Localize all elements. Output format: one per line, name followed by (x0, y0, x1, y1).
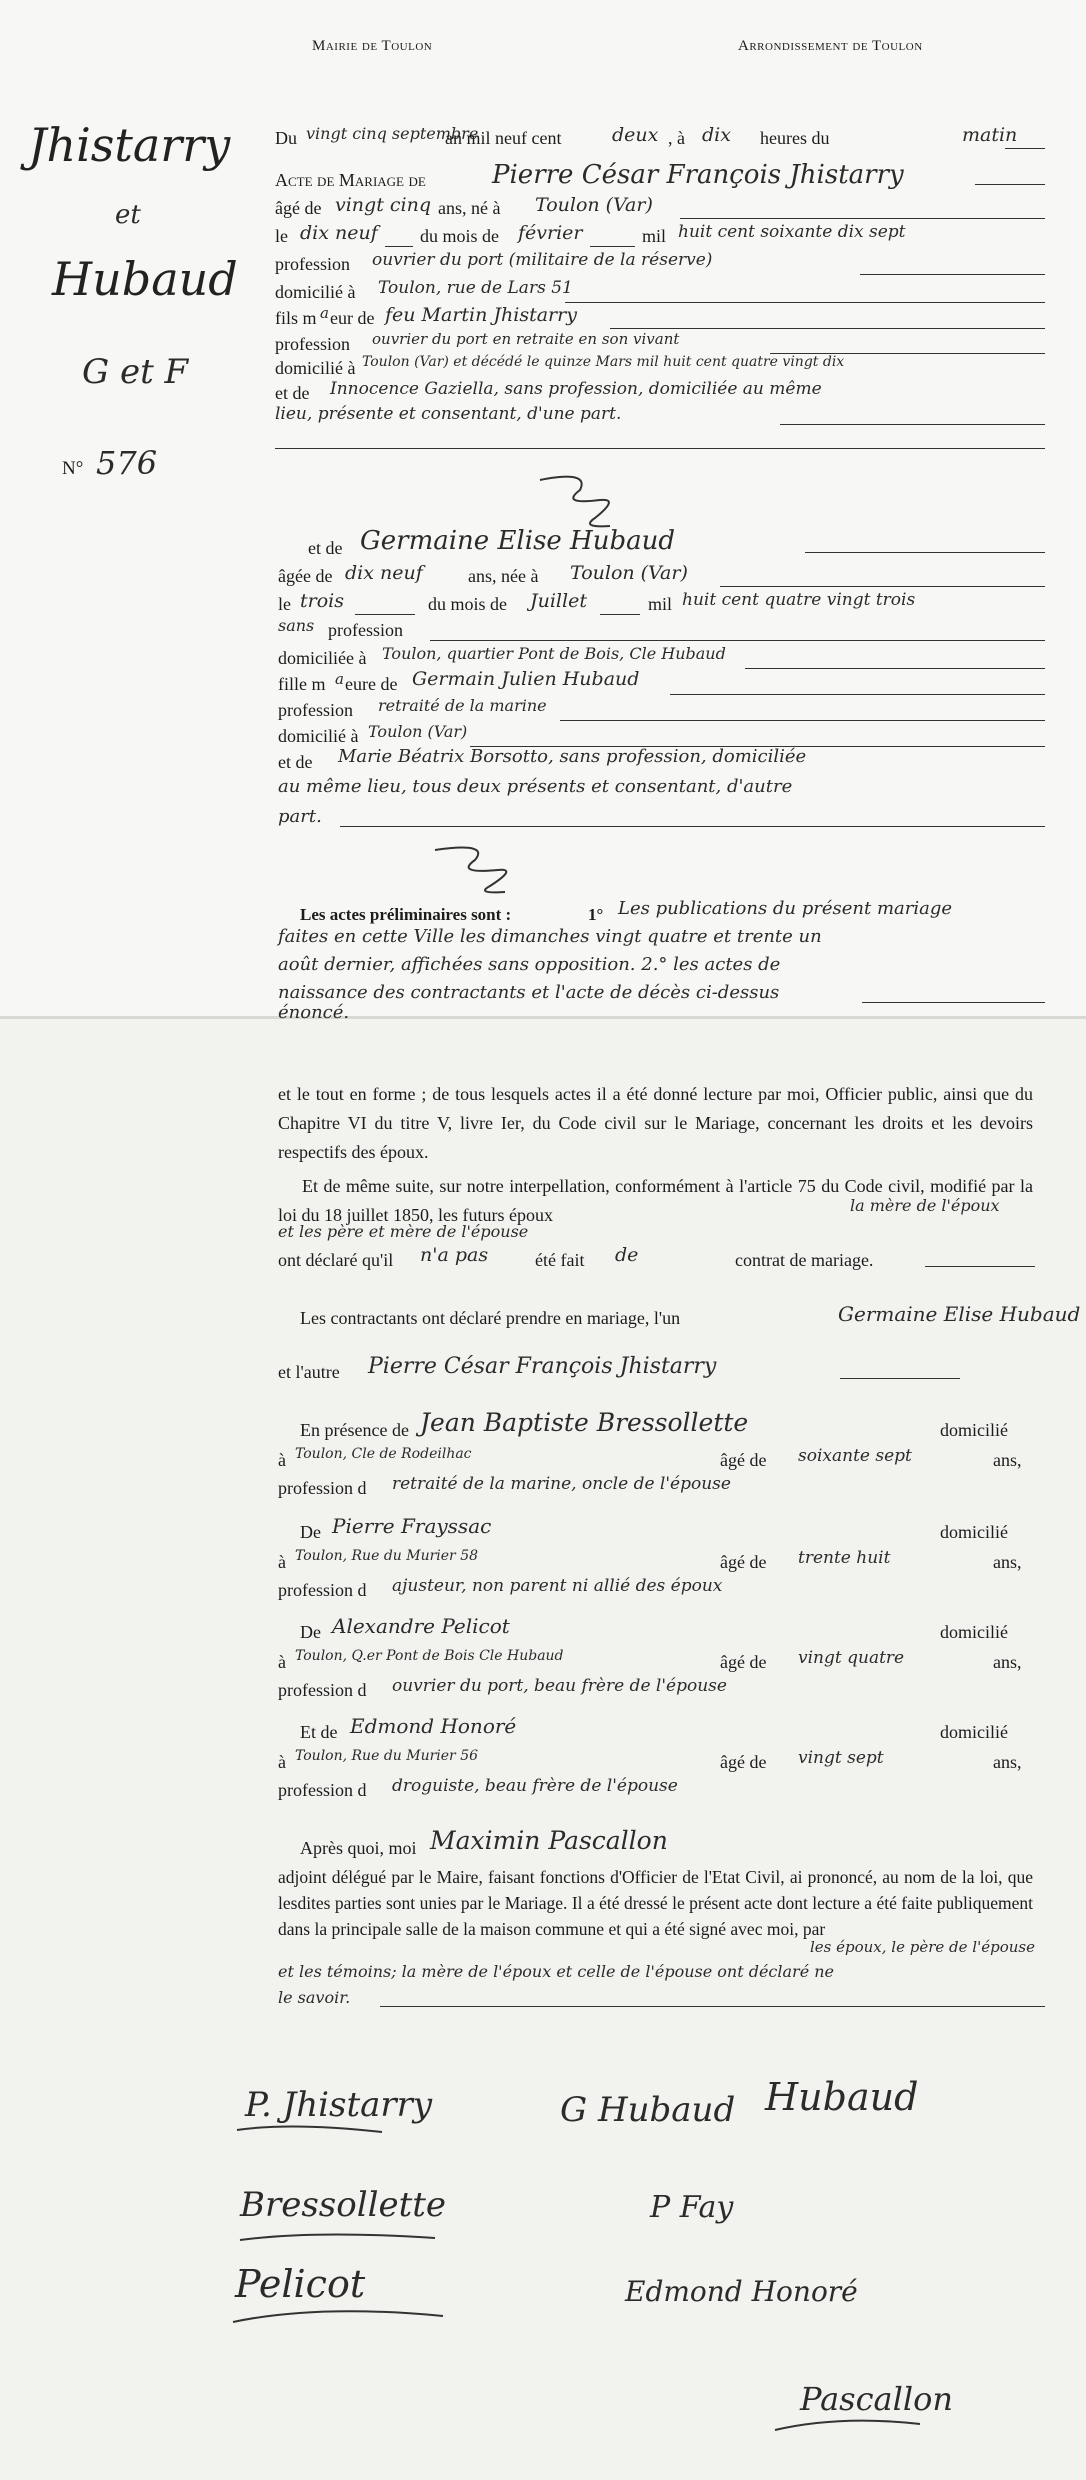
witness-ans: ans, (993, 1552, 1022, 1572)
rule (860, 274, 1045, 275)
contract-hand: n'a pas (420, 1244, 489, 1266)
groom-year: huit cent soixante dix sept (678, 222, 906, 242)
rule (560, 720, 1045, 721)
father-death: Toulon (Var) et décédé le quinze Mars mil huit cent quatre vingt dix (362, 354, 845, 370)
margin-bride-surname: Hubaud (52, 252, 238, 306)
witness-age-de: âgé de (720, 1752, 767, 1772)
text-et-de: et de (275, 383, 310, 403)
closing-hand-1: les époux, le père de l'épouse (810, 1938, 1035, 1956)
arrondissement-header: Arrondissement de Toulon (738, 38, 923, 54)
witness-ans: ans, (993, 1450, 1022, 1470)
witness-a: à (278, 1652, 286, 1672)
section-rule (275, 448, 1045, 449)
bride-father-dom-label: domicilié à (278, 726, 359, 746)
witness-domicilie: domicilié (940, 1622, 1008, 1642)
signature-bride-father: Hubaud (765, 2075, 919, 2119)
rule (680, 218, 1045, 219)
rule (355, 614, 415, 615)
witness-age: trente huit (798, 1548, 891, 1568)
text-a: , à (668, 128, 685, 148)
rule (600, 614, 640, 615)
signature-officer: Pascallon (800, 2380, 953, 2418)
text-le: le (275, 226, 288, 246)
witness-profession-label: profession d (278, 1580, 367, 1600)
groom-profession: ouvrier du port (militaire de la réserve) (372, 250, 713, 270)
preliminaires-label: Les actes préliminaires sont : (300, 905, 512, 924)
witness-ans: ans, (993, 1752, 1022, 1772)
bride-birthplace: Toulon (Var) (570, 562, 688, 584)
text-mois: du mois de (420, 226, 499, 246)
contract-hand-2: de (615, 1244, 639, 1266)
text-heures: heures du (760, 128, 830, 148)
take-pre: Les contractants ont déclaré prendre en mariage, l'un (300, 1308, 681, 1328)
bride-mother: Marie Béatrix Borsotto, sans profession, domiciliée (338, 746, 807, 767)
text-domicilie: domicilié à (275, 282, 356, 302)
signature-pelicot: Pelicot (235, 2262, 366, 2306)
signature-underline-2 (235, 2228, 445, 2252)
rule (610, 328, 1045, 329)
text-domicilie-father: domicilié à (275, 358, 356, 378)
witness-dom-place: Toulon, Cle de Rodeilhac (295, 1446, 472, 1462)
margin-conjunction: et (115, 200, 141, 230)
mairie-header: Mairie de Toulon (312, 38, 433, 54)
groom-father: feu Martin Jhistarry (385, 304, 577, 326)
witness-intro: De (300, 1522, 321, 1542)
rule (925, 1266, 1035, 1267)
text-profession: profession (275, 254, 350, 274)
text-fils: fils m (275, 308, 317, 328)
other-pre: et l'autre (278, 1362, 340, 1382)
p2-hand: la mère de l'époux (850, 1196, 1000, 1215)
bride-age-mid: ans, née à (468, 566, 539, 586)
witness-dom-place: Toulon, Rue du Murier 58 (295, 1548, 479, 1564)
bride-profession-prefix: sans (278, 616, 315, 635)
witness-profession-label: profession d (278, 1680, 367, 1700)
rule (975, 184, 1045, 185)
flourish-2 (420, 842, 540, 897)
closing-hand-3: le savoir. (278, 1988, 351, 2007)
bride-mother-2: au même lieu, tous deux présents et consentant, d'autre (278, 776, 793, 797)
signature-bressollette: Bressollette (240, 2185, 447, 2225)
bride-father: Germain Julien Hubaud (412, 668, 640, 690)
signature-honore: Edmond Honoré (625, 2275, 858, 2308)
witness-profession: ajusteur, non parent ni allié des époux (392, 1576, 723, 1596)
witness-age: soixante sept (798, 1446, 912, 1466)
rule (380, 2006, 1045, 2007)
groom-mother-2: lieu, présente et consentant, d'une part. (275, 404, 622, 424)
bride-daughter-a: a (335, 670, 344, 688)
acte-label: Acte de Mariage de (275, 170, 426, 190)
father-profession: ouvrier du port en retraite en son vivant (372, 330, 680, 348)
contract-pre: ont déclaré qu'il (278, 1250, 394, 1270)
witness-a: à (278, 1752, 286, 1772)
preliminaires-hand-2: faites en cette Ville les dimanches vingt quatre et trente un (278, 926, 822, 947)
bride-daughter-label-2: eure de (345, 674, 398, 694)
p2-hand-2: et les père et mère de l'épouse (278, 1222, 529, 1241)
rule (745, 668, 1045, 669)
other-hand: Pierre César François Jhistarry (368, 1354, 717, 1379)
bride-et-de: et de (308, 538, 343, 558)
witness-age-de: âgé de (720, 1552, 767, 1572)
bride-daughter-label: fille m (278, 674, 326, 694)
bride-month: Juillet (530, 590, 587, 612)
bride-et-de-mother: et de (278, 752, 313, 772)
groom-birthplace: Toulon (Var) (535, 194, 653, 216)
contract-post: contrat de mariage. (735, 1250, 874, 1270)
groom-day: dix neuf (300, 222, 378, 244)
margin-number-prefix: N° (62, 458, 84, 479)
rule (1005, 148, 1045, 149)
rule (385, 246, 413, 247)
witness-profession-label: profession d (278, 1780, 367, 1800)
rule (780, 424, 1045, 425)
bride-age-label: âgée de (278, 566, 333, 586)
rule (840, 1378, 960, 1379)
legal-paragraph-2: Et de même suite, sur notre interpellation, conformément à l'article 75 du Code civil, modifié par la loi du 18 juillet 1850, les futurs époux (278, 1176, 1033, 1225)
witness-profession: droguiste, beau frère de l'épouse (392, 1776, 678, 1796)
bride-name: Germaine Elise Hubaud (360, 526, 676, 556)
witness-domicilie: domicilié (940, 1420, 1008, 1440)
legal-paragraph-1: et le tout en forme ; de tous lesquels actes il a été donné lecture par moi, Officier public, ainsi que du Chapitre VI du titre V, livre Ier, du Code civil sur le Mariage, concernant les droits et les devoirs respectifs des époux. (278, 1084, 1033, 1162)
witness-age: vingt quatre (798, 1648, 905, 1668)
witness-name: Edmond Honoré (350, 1714, 517, 1738)
bride-year: huit cent quatre vingt trois (682, 590, 916, 610)
witness-ans: ans, (993, 1652, 1022, 1672)
witness-intro: Et de (300, 1722, 338, 1742)
bride-day: trois (300, 590, 344, 612)
signature-underline-3 (228, 2302, 448, 2332)
bride-father-domicile: Toulon (Var) (368, 722, 468, 741)
preliminaires-hand-1: Les publications du présent mariage (618, 898, 953, 919)
witness-dom-place: Toulon, Rue du Murier 56 (295, 1748, 479, 1764)
lower-sheet (0, 1018, 1086, 2480)
margin-groom-surname: Jhistarry (28, 118, 231, 172)
witness-profession: ouvrier du port, beau frère de l'épouse (392, 1676, 727, 1696)
witness-intro: En présence de (300, 1420, 409, 1440)
preliminaires-hand-5: énoncé. (278, 1002, 350, 1023)
text-fils-2: eur de (330, 308, 375, 328)
bride-father-prof-label: profession (278, 700, 353, 720)
bride-le: le (278, 594, 291, 614)
witness-name: Alexandre Pelicot (332, 1614, 510, 1638)
flourish-1 (520, 470, 640, 530)
bride-age: dix neuf (345, 562, 423, 584)
witness-a: à (278, 1552, 286, 1572)
preliminaires-num: 1° (588, 905, 604, 924)
rule (565, 302, 1045, 303)
closing-officer: Maximin Pascallon (430, 1826, 668, 1855)
preliminaires-hand-4: naissance des contractants et l'acte de décès ci-dessus (278, 982, 780, 1003)
bride-father-profession: retraité de la marine (378, 696, 547, 715)
year-hand: deux (612, 124, 659, 146)
bride-profession-label: profession (328, 620, 403, 640)
text-mil: mil (642, 226, 667, 246)
take-hand: Germaine Elise Hubaud (838, 1302, 1081, 1326)
witness-profession-label: profession d (278, 1478, 367, 1498)
rule (430, 640, 1045, 641)
witness-dom-place: Toulon, Q.er Pont de Bois Cle Hubaud (295, 1648, 564, 1664)
witness-age: vingt sept (798, 1748, 884, 1768)
bride-domicile-label: domiciliée à (278, 648, 367, 668)
closing-text: adjoint délégué par le Maire, faisant fonctions d'Officier de l'Etat Civil, ai prononcé, au nom de la loi, que lesdites parties sont unies par le Mariage. Il a été dressé le présent acte dont lecture a été faite publiquement dans la principale salle de la maison commune et qui a été signé avec moi, par (278, 1867, 1033, 1939)
signature-underline-1 (232, 2120, 392, 2140)
page-seam (0, 1016, 1086, 1019)
witness-a: à (278, 1450, 286, 1470)
text-du: Du (275, 128, 297, 148)
groom-age: vingt cinq (335, 194, 432, 216)
groom-month: février (518, 222, 583, 244)
contract-mid: été fait (535, 1250, 585, 1270)
bride-mil: mil (648, 594, 673, 614)
bride-mother-3: part. (278, 806, 322, 827)
text-age-de: âgé de (275, 198, 322, 218)
witness-age-de: âgé de (720, 1450, 767, 1470)
rule (590, 246, 635, 247)
margin-number: 576 (96, 444, 158, 482)
groom-name: Pierre César François Jhistarry (492, 160, 904, 190)
groom-mother: Innocence Gaziella, sans profession, domiciliée au même (330, 379, 822, 399)
witness-intro: De (300, 1622, 321, 1642)
rule (720, 586, 1045, 587)
bride-domicile: Toulon, quartier Pont de Bois, Cle Hubaud (382, 644, 726, 663)
witness-age-de: âgé de (720, 1652, 767, 1672)
witness-profession: retraité de la marine, oncle de l'épouse (392, 1474, 731, 1494)
text-ans-ne-a: ans, né à (438, 198, 501, 218)
rule (670, 694, 1045, 695)
signature-fay: P Fay (650, 2190, 734, 2225)
bride-month-label: du mois de (428, 594, 507, 614)
closing-pre: Après quoi, moi (300, 1838, 417, 1858)
signature-bride: G Hubaud (560, 2090, 736, 2130)
witness-domicilie: domicilié (940, 1722, 1008, 1742)
rule (862, 1002, 1045, 1003)
rule (340, 826, 1045, 827)
text-an-mil: an mil neuf cent (445, 128, 562, 148)
signature-underline-4 (770, 2410, 930, 2440)
margin-code: G et F (82, 352, 189, 392)
rule (805, 552, 1045, 553)
text-profession-father: profession (275, 334, 350, 354)
groom-domicile: Toulon, rue de Lars 51 (378, 278, 573, 298)
text-fils-a: a (320, 304, 329, 322)
preliminaires-hand-3: août dernier, affichées sans opposition. 2.° les actes de (278, 954, 781, 975)
witness-domicilie: domicilié (940, 1522, 1008, 1542)
signature-groom: P. Jhistarry (245, 2085, 433, 2125)
date-hand: vingt cinq septembre (306, 124, 479, 143)
hour-hand: dix (702, 124, 731, 146)
witness-name: Jean Baptiste Bressollette (420, 1408, 749, 1437)
witness-name: Pierre Frayssac (332, 1514, 492, 1538)
closing-hand-2: et les témoins; la mère de l'époux et celle de l'épouse ont déclaré ne (278, 1962, 835, 1981)
period-hand: matin (962, 124, 1018, 146)
